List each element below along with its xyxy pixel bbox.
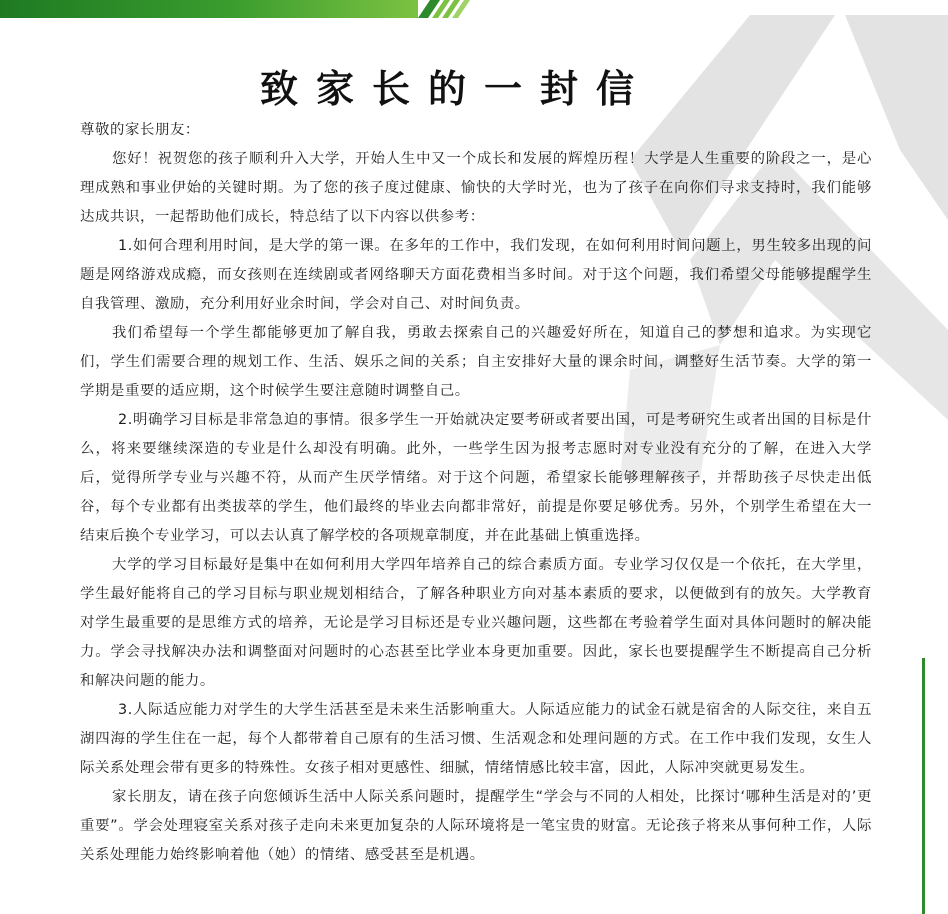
paragraph: 大学的学习目标最好是集中在如何利用大学四年培养自己的综合素质方面。专业学习仅仅是一个依托，在大学里，学生最好能将自己的学习目标与职业规划相结合，了解各种职业方向对基本素质的要求，以便做到有的放矢。大学教育对学生最重要的是思维方式的培养，无论是学习目标还是专业兴趣问题，这些都在考验着学生面对具体问题时的解决能力。学会寻找解决办法和调整面对问题时的心态甚至比学业本身更加重要。因此，家长也要提醒学生不断提高自己分析和解决问题的能力。	[80, 557, 872, 689]
paragraph: 家长朋友，请在孩子向您倾诉生活中人际关系问题时，提醒学生“学会与不同的人相处，比探讨‘哪种生活是对的’更重要”。学会处理寝室关系对孩子走向未来更加复杂的人际环境将是一笔宝贵的财富。无论孩子将来从事何种工作，人际关系处理能力始终影响着他（她）的情绪、感受甚至是机遇。	[80, 789, 872, 863]
paragraph: 我们希望每一个学生都能够更加了解自我，勇敢去探索自己的兴趣爱好所在，知道自己的梦想和追求。为实现它们，学生们需要合理的规划工作、生活、娱乐之间的关系；自主安排好大量的课余时间，调整好生活节奏。大学的第一学期是重要的适应期，这个时候学生要注意随时调整自己。	[80, 325, 872, 399]
header-green-band	[0, 0, 418, 18]
side-accent-line	[922, 658, 925, 914]
letter-body	[80, 116, 872, 870]
paragraph: 2.明确学习目标是非常急迫的事情。很多学生一开始就决定要考研或者要出国，可是考研究生或者出国的目标是什么，将来要继续深造的专业是什么却没有明确。此外，一些学生因为报考志愿时对专业没有充分的了解，在进入大学后，觉得所学专业与兴趣不符，从而产生厌学情绪。对于这个问题，希望家长能够理解孩子，并帮助孩子尽快走出低谷，每个专业都有出类拔萃的学生，他们最终的毕业去向都非常好，前提是你要足够优秀。另外，个别学生希望在大一结束后换个专业学习，可以去认真了解学校的各项规章制度，并在此基础上慎重选择。	[80, 412, 872, 544]
paragraph: 1.如何合理利用时间，是大学的第一课。在多年的工作中，我们发现，在如何利用时间问题上，男生较多出现的问题是网络游戏成瘾，而女孩则在连续剧或者网络聊天方面花费相当多时间。对于这个问题，我们希望父母能够提醒学生自我管理、激励，充分利用好业余时间，学会对自己、对时间负责。	[80, 238, 872, 312]
paragraph: 您好！祝贺您的孩子顺利升入大学，开始人生中又一个成长和发展的辉煌历程！大学是人生重要的阶段之一，是心理成熟和事业伊始的关键时期。为了您的孩子度过健康、愉快的大学时光，也为了孩子在向你们寻求支持时，我们能够达成共识，一起帮助他们成长，特总结了以下内容以供参考：	[80, 151, 872, 225]
header-stripes	[410, 0, 480, 18]
page-title: 致家长的一封信	[259, 66, 652, 111]
greeting: 尊敬的家长朋友：	[80, 122, 200, 138]
paragraph: 3.人际适应能力对学生的大学生活甚至是未来生活影响重大。人际适应能力的试金石就是宿舍的人际交往，来自五湖四海的学生住在一起，每个人都带着自己原有的生活习惯、生活观念和处理问题的方式。在工作中我们发现，女生人际关系处理会带有更多的特殊性。女孩子相对更感性、细腻，情绪情感比较丰富，因此，人际冲突就更易发生。	[80, 702, 872, 776]
